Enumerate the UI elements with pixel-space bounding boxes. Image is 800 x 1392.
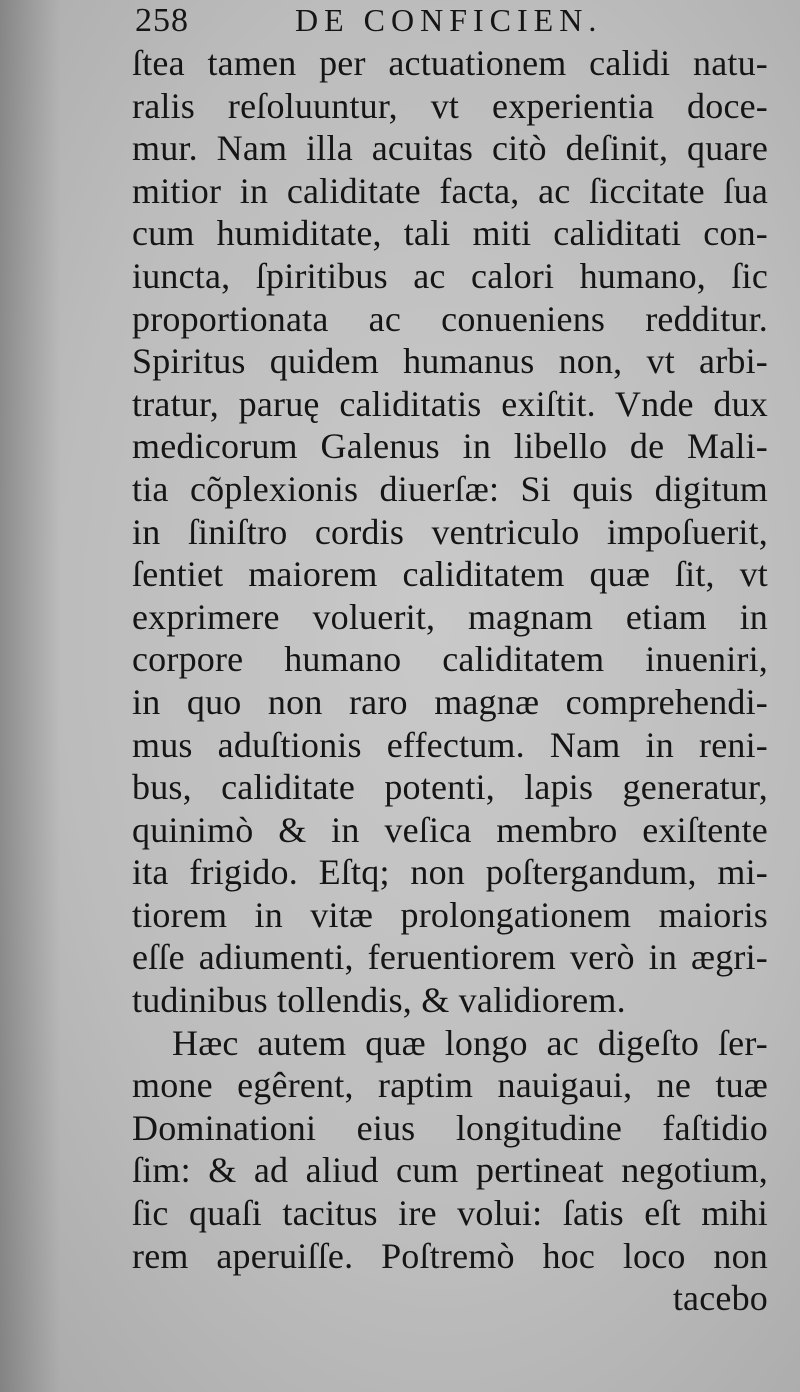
- text-line: proportionata ac conueniens redditur.: [132, 298, 768, 339]
- text-line: ſim: & ad aliud cum pertineat negotium,: [132, 1150, 768, 1191]
- text-line: tiorem in vitæ prolongationem maioris: [132, 894, 768, 935]
- text-line: eſſe adiumenti, feruentiorem verò in ægri-: [132, 937, 768, 978]
- text-line: Spiritus quidem humanus non, vt arbi-: [132, 341, 768, 382]
- text-line: medicorum Galenus in libello de Mali-: [132, 426, 768, 467]
- page-header: [135, 0, 775, 46]
- text-line: Dominationi eius longitudine faſtidio: [132, 1107, 768, 1148]
- catchword: tacebo: [672, 1278, 768, 1319]
- text-line: ſtea tamen per actuationem calidi natu-: [132, 43, 768, 83]
- body-text: [132, 42, 768, 1320]
- running-head: DE CONFICIEN.: [295, 2, 603, 38]
- text-line: rem aperuiſſe. Poſtremò hoc loco non: [132, 1235, 768, 1276]
- text-line: iuncta, ſpiritibus ac calori humano, ſic: [132, 255, 768, 296]
- text-line: mus aduſtionis effectum. Nam in reni-: [132, 724, 768, 765]
- spine-shadow: [0, 0, 60, 1392]
- text-line: cum humiditate, tali miti caliditati con-: [132, 213, 768, 254]
- text-line: quinimò & in veſica membro exiſtente: [132, 809, 768, 850]
- text-line: mur. Nam illa acuitas citò deſinit, quare: [132, 128, 768, 169]
- text-line: ita frigido. Eſtq; non poſtergandum, mi-: [132, 852, 768, 893]
- text-line: exprimere voluerit, magnam etiam in: [132, 596, 768, 637]
- text-line: ralis reſoluuntur, vt experientia doce-: [132, 85, 768, 126]
- paragraph-1: [132, 42, 768, 1022]
- text-line: bus, caliditate potenti, lapis generatur,: [132, 767, 768, 808]
- text-line: tudinibus tollendis, & validiorem.: [132, 980, 626, 1021]
- text-line: corpore humano caliditatem inueniri,: [132, 639, 768, 680]
- text-line: mone egêrent, raptim nauigaui, ne tuæ: [132, 1065, 768, 1106]
- text-line: ſic quaſi tacitus ire volui: ſatis eſt mihi: [132, 1193, 768, 1234]
- text-line: in ſiniſtro cordis ventriculo impoſuerit,: [132, 511, 768, 552]
- text-line: tratur, paruę caliditatis exiſtit. Vnde dux: [132, 383, 768, 424]
- text-line: in quo non raro magnæ comprehendi-: [132, 681, 768, 722]
- text-line: mitior in caliditate facta, ac ſiccitate ſua: [132, 170, 768, 211]
- page-number: 258: [135, 2, 189, 39]
- paragraph-2: [132, 1022, 768, 1278]
- text-line: ſentiet maiorem caliditatem quæ ſit, vt: [132, 554, 768, 595]
- text-line: tia cõplexionis diuerſæ: Si quis digitum: [132, 468, 768, 509]
- text-line: Hæc autem quæ longo ac digeſto ſer-: [172, 1022, 768, 1063]
